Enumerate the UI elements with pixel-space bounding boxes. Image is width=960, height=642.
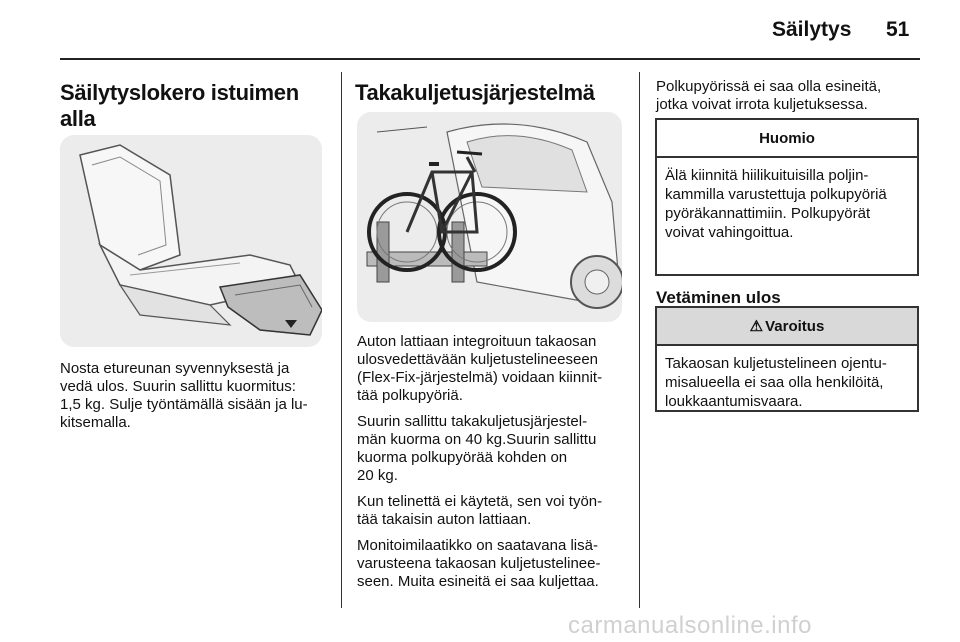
page-number: 51 — [886, 18, 910, 41]
middle-paragraph-4: Monitoimilaatikko on saatavana lisä- varusteena takaosan kuljetustelinee- seen. Muita esineitä ei saa kuljettaa. — [357, 537, 601, 590]
warning-title: Varoitus — [765, 317, 825, 335]
warning-triangle-icon: ⚠ — [749, 318, 764, 335]
warning-header — [657, 308, 917, 346]
note-body: Älä kiinnitä hiilikuituisilla poljin- kammilla varustettuja polkupyöriä pyöräkannattimiin. Polkupyörät voivat vahingoittua. — [665, 167, 887, 241]
warning-box — [655, 306, 919, 412]
note-box — [655, 118, 919, 276]
left-heading: Säilytyslokero istuimen alla — [60, 80, 299, 131]
middle-paragraph-1: Auton lattiaan integroituun takaosan ulosvedettävään kuljetustelineeseen (Flex-Fix-järjestelmä) voidaan kiinnit- tää polkupyöriä. — [357, 333, 603, 404]
note-title: Huomio — [657, 120, 917, 158]
bicycle-carrier-illustration — [357, 112, 622, 322]
section-heading-vetaminen: Vetäminen ulos — [656, 288, 781, 307]
right-intro: Polkupyörissä ei saa olla esineitä, jotka voivat irrota kuljetuksessa. — [656, 78, 882, 113]
middle-paragraph-3: Kun telinettä ei käytetä, sen voi työn- tää takaisin auton lattiaan. — [357, 493, 603, 528]
middle-paragraph-2: Suurin sallittu takakuljetusjärjestel- män kuorma on 40 kg.Suurin sallittu kuorma polkupyörää kohden on 20 kg. — [357, 413, 597, 484]
page-section-title: Säilytys — [772, 18, 852, 41]
watermark: carmanualsonline.info — [568, 612, 812, 639]
middle-heading: Takakuljetusjärjestelmä — [355, 80, 595, 105]
warning-body: Takaosan kuljetustelineen ojentu- misalueella ei saa olla henkilöitä, loukkaantumisvaara. — [665, 355, 887, 410]
header-divider — [60, 58, 920, 60]
left-paragraph: Nosta etureunan syvennyksestä ja vedä ulos. Suurin sallittu kuormitus: 1,5 kg. Sulje työntämällä sisään ja lu- kitsemalla. — [60, 360, 308, 431]
column-divider-1 — [341, 72, 342, 608]
seat-drawer-illustration — [60, 135, 322, 347]
